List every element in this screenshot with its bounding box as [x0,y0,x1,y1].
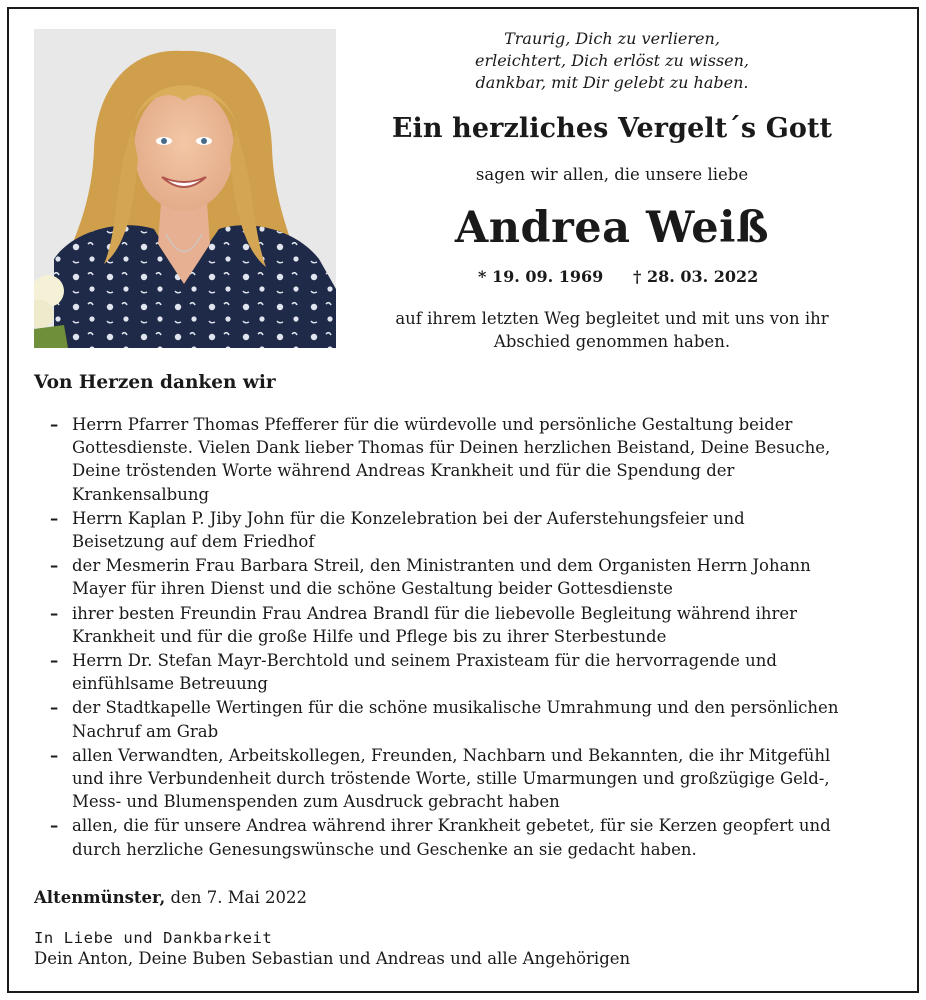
list-item-line: allen Verwandten, Arbeitskollegen, Freunden, Nachbarn und Bekannten, die ihr Mitgefühl [72,745,831,765]
list-item-line: Herrn Dr. Stefan Mayr-Berchtold und seinem Praxisteam für die hervorragende und [72,651,777,671]
dash-bullet: – [50,603,59,623]
list-item-line: und ihre Verbundenheit durch tröstende Worte, stille Umarmungen und großzügige Geld-, [72,769,830,789]
quote-line: erleichtert, Dich erlöst zu wissen, [474,51,750,70]
list-item-line: Deine tröstenden Worte während Andreas Krankheit und für die Spendung der [72,461,735,481]
dash-bullet: – [50,651,59,671]
dash-bullet: – [50,816,59,836]
list-item-line: Beisetzung auf dem Friedhof [72,532,315,552]
intro-text: sagen wir allen, die unsere liebe [475,165,749,184]
list-item [50,649,900,695]
dash-bullet: – [50,556,59,576]
dash-bullet: – [50,508,59,528]
list-item-line: Mayer für ihren Dienst und die schöne Gestaltung beider Gottesdienste [72,579,673,599]
list-item-line: Krankensalbung [72,484,210,504]
list-item [50,696,900,742]
list-item-line: der Stadtkapelle Wertingen für die schöne musikalische Umrahmung und den persönlichen [72,698,839,718]
list-item-line: Nachruf am Grab [72,721,219,741]
list-item-line: durch herzliche Genesungswünsche und Geschenke an sie gedacht haben. [72,839,697,859]
dash-bullet: – [50,415,59,434]
list-item-line: der Mesmerin Frau Barbara Streil, den Ministranten und dem Organisten Herrn Johann [72,556,811,576]
list-item-line: Herrn Pfarrer Thomas Pfefferer für die würdevolle und persönliche Gestaltung beider [72,415,793,434]
closing-line: In Liebe und Dankbarkeit [34,929,273,947]
date: den 7. Mai 2022 [170,888,307,907]
list-item-line: Mess- und Blumenspenden zum Ausdruck gebracht haben [72,792,560,812]
list-item-line: Krankheit und für die große Hilfe und Pflege bis zu ihrer Sterbestunde [72,626,667,646]
dash-bullet: – [50,698,59,718]
list-item-line: einfühlsame Betreuung [72,674,268,694]
list-item [50,507,900,553]
death-date: † 28. 03. 2022 [633,267,759,286]
birth-date: * 19. 09. 1969 [478,267,604,286]
thanks-list [50,413,900,862]
place-date [34,888,307,907]
list-item [50,814,900,860]
list-item-line: ihrer besten Freundin Frau Andrea Brandl für die liebevolle Begleitung während ihrer [72,603,798,623]
list-item [50,602,900,648]
portrait-illustration [34,29,336,348]
list-item-line: Herrn Kaplan P. Jiby John für die Konzelebration bei der Auferstehungsfeier und [72,508,745,528]
last-way-text [365,307,859,353]
list-item-line: allen, die für unsere Andrea während ihrer Krankheit gebetet, für sie Kerzen geopfert und [72,816,831,836]
portrait-photo [34,29,336,348]
last-way-line: auf ihrem letzten Weg begleitet und mit uns von ihr [395,309,829,328]
section-title: Von Herzen danken wir [34,372,276,393]
deceased-name: Andrea Weiß [454,203,770,253]
quote-line: Traurig, Dich zu verlieren, [504,29,720,48]
list-item [50,413,900,506]
list-item [50,554,900,600]
quote-line: dankbar, mit Dir gelebt zu haben. [475,73,749,92]
signature-line: Dein Anton, Deine Buben Sebastian und Andreas und alle Angehörigen [34,949,631,968]
place: Altenmünster, [34,888,166,907]
last-way-line: Abschied genommen haben. [493,332,731,351]
quote [400,28,824,94]
dash-bullet: – [50,745,59,765]
list-item-line: Gottesdienste. Vielen Dank lieber Thomas für Deinen herzlichen Beistand, Deine Besuche, [72,438,831,458]
list-item [50,744,900,814]
thanks-title: Ein herzliches Vergelt´s Gott [391,113,833,144]
